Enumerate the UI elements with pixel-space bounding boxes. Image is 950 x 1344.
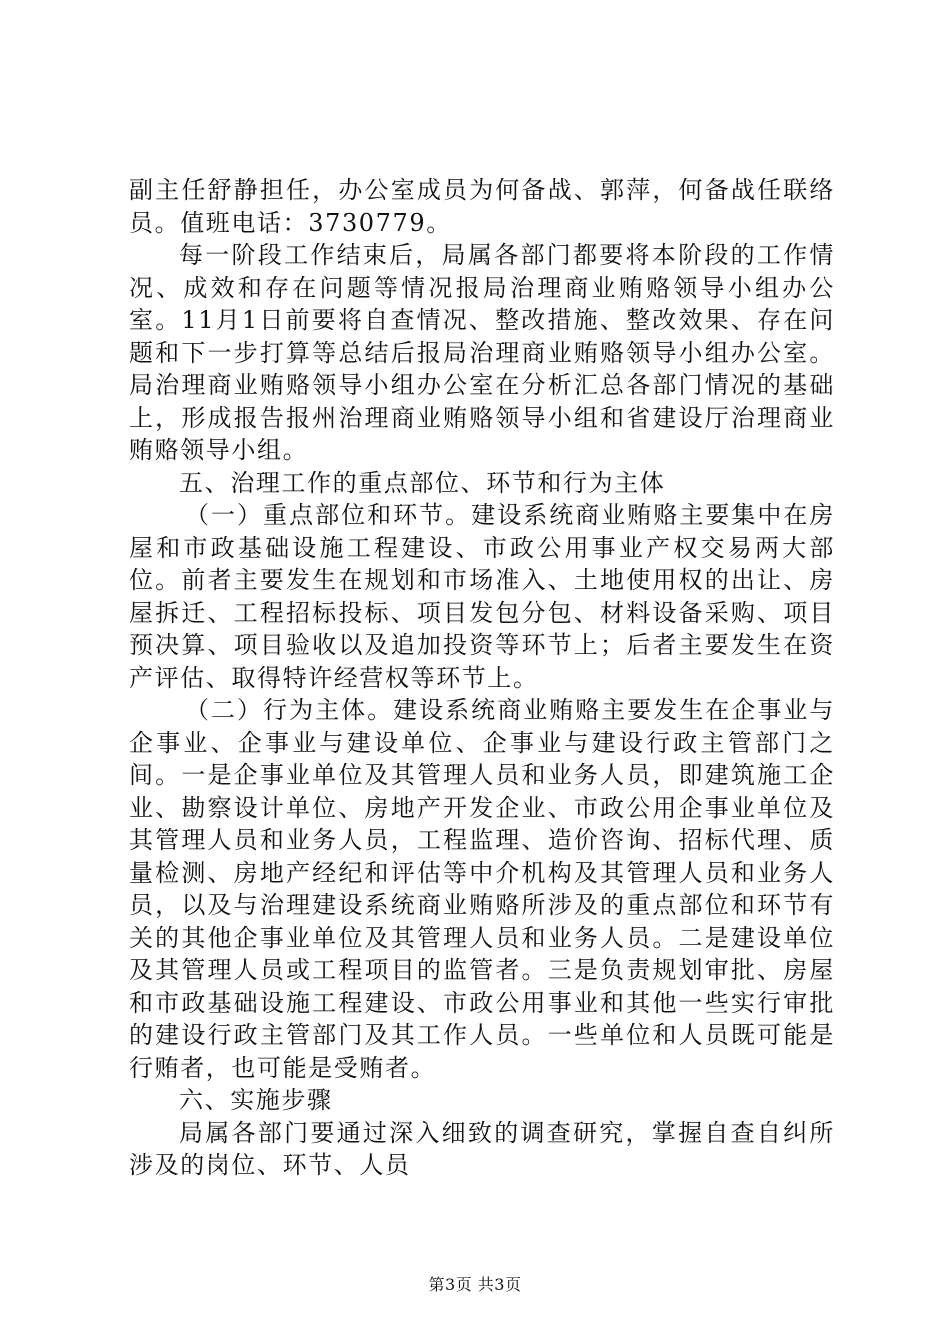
page-footer: 第3页 共3页	[428, 1275, 522, 1294]
paragraph-behavior-subjects: （二）行为主体。建设系统商业贿赂主要发生在企事业与企事业、企事业与建设单位、企事业与建设行政主管部门之间。一是企事业单位及其管理人员和业务人员，即建筑施工企业、勘察设计单位、房地产开发企业、市政公用企事业单位及其管理人员和业务人员，工程监理、造价咨询、招标代理、质量检测、房地产经纪和评估等中介机构及其管理人员和业务人员，以及与治理建设系统商业贿赂所涉及的重点部位和环节有关的其他企事业单位及其管理人员和业务人员。二是建设单位及其管理人员或工程项目的监管者。三是负责规划审批、房屋和市政基础设施工程建设、市政公用事业和其他一些实行审批的建设行政主管部门及其工作人员。一些单位和人员既可能是行贿者，也可能是受贿者。	[129, 696, 835, 1082]
section-heading-five: 五、治理工作的重点部位、环节和行为主体	[179, 468, 666, 497]
section-heading-six: 六、实施步骤	[179, 1086, 333, 1114]
paragraph-implementation: 局属各部门要通过深入细致的调查研究，掌握自查自纠所涉及的岗位、环节、人员	[129, 1118, 835, 1179]
document-body	[129, 174, 835, 1182]
paragraph-office-members: 副主任舒静担任，办公室成员为何备战、郭萍，何备战任联络员。值班电话：3730779。	[129, 176, 835, 237]
paragraph-stage-report: 每一阶段工作结束后，局属各部门都要将本阶段的工作情况、成效和存在问题等情况报局治理商业贿赂领导小组办公室。11月1日前要将自查情况、整改措施、整改效果、存在问题和下一步打算等总结后报局治理商业贿赂领导小组办公室。局治理商业贿赂领导小组办公室在分析汇总各部门情况的基础上，形成报告报州治理商业贿赂领导小组和省建设厅治理商业贿赂领导小组。	[129, 241, 835, 464]
paragraph-key-areas: （一）重点部位和环节。建设系统商业贿赂主要集中在房屋和市政基础设施工程建设、市政公用事业产权交易两大部位。前者主要发生在规划和市场准入、土地使用权的出让、房屋拆迁、工程招标投标、项目发包分包、材料设备采购、项目预决算、项目验收以及追加投资等环节上；后者主要发生在资产评估、取得特许经营权等环节上。	[129, 501, 835, 692]
